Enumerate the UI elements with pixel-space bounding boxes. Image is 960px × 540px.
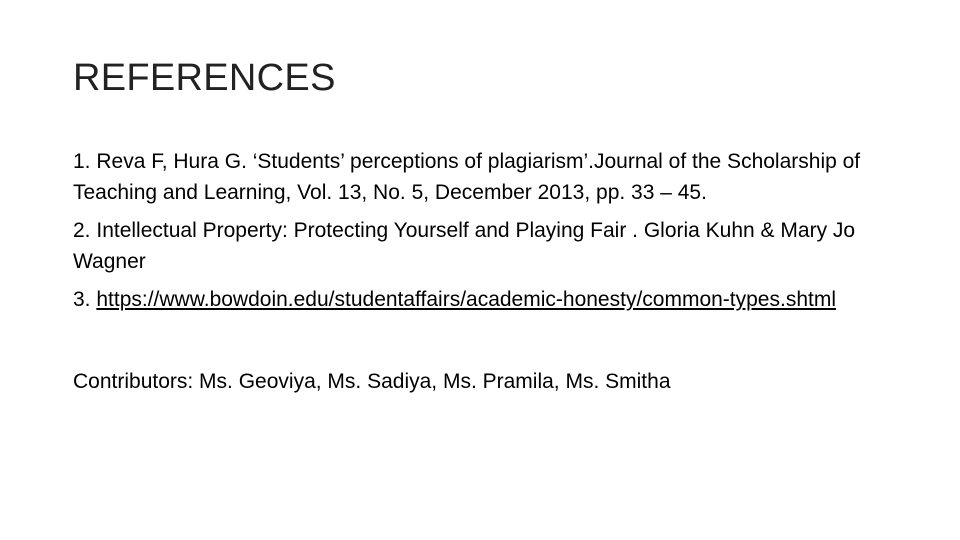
reference-item-1 (73, 146, 893, 208)
reference-text-2: Intellectual Property: Protecting Yourself and Playing Fair . Gloria Kuhn & Mary Jo Wagner (73, 219, 856, 273)
contributors-line: Contributors: Ms. Geoviya, Ms. Sadiya, Ms. Pramila, Ms. Smitha (73, 370, 671, 393)
reference-item-3 (73, 284, 893, 315)
slide-title: REFERENCES (73, 57, 336, 99)
reference-text-1: Reva F, Hura G. ‘Students’ perceptions of plagiarism’.Journal of the Scholarship of Teaching and Learning, Vol. 13, No. 5, December 2013, pp. 33 – 45. (73, 150, 861, 204)
reference-number-2: 2. (73, 219, 91, 242)
reference-number-3: 3. (73, 288, 91, 311)
reference-number-1: 1. (73, 150, 91, 173)
references-body (73, 146, 893, 397)
reference-item-2 (73, 215, 893, 277)
reference-link-3[interactable]: https://www.bowdoin.edu/studentaffairs/academic-honesty/common-types.shtml (96, 288, 836, 311)
spacer (73, 322, 893, 366)
